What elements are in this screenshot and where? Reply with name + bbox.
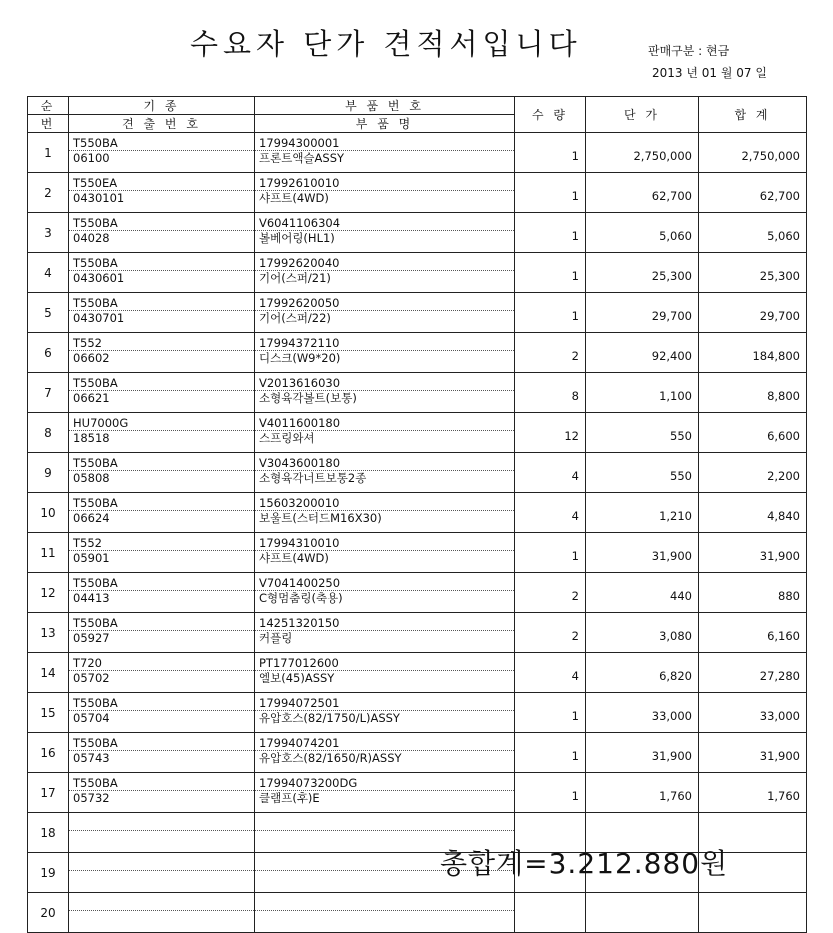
table-row	[28, 773, 807, 813]
amount: 31,900	[699, 533, 807, 573]
sale-type: 판매구분 : 현금	[648, 44, 730, 58]
model-cell	[69, 453, 255, 493]
order-number: 05704	[73, 711, 110, 725]
part-number: PT177012600	[255, 656, 514, 671]
part-cell	[255, 133, 515, 173]
row-number: 11	[28, 533, 69, 573]
part-name: 소형육각너트보통2종	[259, 471, 367, 485]
part-name: 엘보(45)ASSY	[259, 671, 335, 685]
row-number: 20	[28, 893, 69, 933]
model-cell	[69, 573, 255, 613]
amount: 25,300	[699, 253, 807, 293]
model-cell	[69, 893, 255, 933]
unit-price: 29,700	[586, 293, 699, 333]
order-number: 06624	[73, 511, 110, 525]
part-name: 유압호스(82/1750/L)ASSY	[259, 711, 400, 725]
quantity: 2	[515, 613, 586, 653]
row-number: 19	[28, 853, 69, 893]
order-number	[69, 871, 254, 885]
row-number: 12	[28, 573, 69, 613]
table-row	[28, 533, 807, 573]
model-cell	[69, 813, 255, 853]
part-number: 17994073200DG	[255, 776, 514, 791]
header-qty: 수 량	[515, 97, 586, 133]
part-cell	[255, 893, 515, 933]
part-number: 14251320150	[255, 616, 514, 631]
model-cell	[69, 133, 255, 173]
part-cell	[255, 693, 515, 733]
row-number: 13	[28, 613, 69, 653]
quantity: 1	[515, 213, 586, 253]
document-title: 수요자 단가 견적서입니다	[190, 27, 582, 61]
model-cell	[69, 413, 255, 453]
table-row	[28, 653, 807, 693]
quantity: 8	[515, 373, 586, 413]
part-name: 스프링와셔	[259, 431, 315, 445]
part-number: V4011600180	[255, 416, 514, 431]
part-number	[255, 816, 514, 831]
unit-price: 25,300	[586, 253, 699, 293]
row-number: 16	[28, 733, 69, 773]
row-number: 15	[28, 693, 69, 733]
unit-price: 6,820	[586, 653, 699, 693]
order-number: 05808	[73, 471, 110, 485]
model: T550BA	[69, 736, 254, 751]
part-name: 샤프트(4WD)	[259, 551, 329, 565]
quantity: 1	[515, 173, 586, 213]
amount: 31,900	[699, 733, 807, 773]
quantity: 4	[515, 493, 586, 533]
model: T550BA	[69, 376, 254, 391]
header-amount: 합 계	[699, 97, 807, 133]
order-number: 0430701	[73, 311, 125, 325]
model: T550BA	[69, 256, 254, 271]
amount: 5,060	[699, 213, 807, 253]
table-row	[28, 173, 807, 213]
model-cell	[69, 533, 255, 573]
model	[69, 896, 254, 911]
row-number: 5	[28, 293, 69, 333]
part-cell	[255, 253, 515, 293]
table-row	[28, 613, 807, 653]
part-cell	[255, 293, 515, 333]
model-cell	[69, 373, 255, 413]
unit-price: 31,900	[586, 533, 699, 573]
table-row	[28, 373, 807, 413]
table-header	[28, 97, 807, 133]
model: T550BA	[69, 456, 254, 471]
quote-table	[27, 96, 807, 933]
unit-price: 5,060	[586, 213, 699, 253]
unit-price: 33,000	[586, 693, 699, 733]
part-name: 유압호스(82/1650/R)ASSY	[259, 751, 402, 765]
order-number: 18518	[73, 431, 110, 445]
table-row	[28, 133, 807, 173]
row-number: 17	[28, 773, 69, 813]
part-cell	[255, 773, 515, 813]
part-number: 17992610010	[255, 176, 514, 191]
unit-price: 440	[586, 573, 699, 613]
model: T552	[69, 336, 254, 351]
header-order-no: 견 출 번 호	[69, 115, 255, 133]
model-cell	[69, 333, 255, 373]
part-name: 프론트액슬ASSY	[259, 151, 345, 165]
part-name: 커플링	[259, 631, 293, 645]
part-number: 15603200010	[255, 496, 514, 511]
row-number: 7	[28, 373, 69, 413]
quantity: 1	[515, 773, 586, 813]
model: T550BA	[69, 136, 254, 151]
amount: 27,280	[699, 653, 807, 693]
part-cell	[255, 213, 515, 253]
row-number: 9	[28, 453, 69, 493]
model-cell	[69, 653, 255, 693]
model-cell	[69, 733, 255, 773]
model: T550BA	[69, 576, 254, 591]
model-cell	[69, 293, 255, 333]
unit-price: 1,210	[586, 493, 699, 533]
header-no-bottom: 번	[28, 115, 69, 133]
order-number: 05927	[73, 631, 110, 645]
quantity: 2	[515, 573, 586, 613]
table-body	[28, 133, 807, 933]
part-cell	[255, 493, 515, 533]
document-date: 2013 년 01 월 07 일	[652, 66, 767, 80]
row-number: 18	[28, 813, 69, 853]
quantity: 4	[515, 653, 586, 693]
row-number: 3	[28, 213, 69, 253]
part-cell	[255, 453, 515, 493]
table-row	[28, 213, 807, 253]
model-cell	[69, 773, 255, 813]
order-number: 06100	[73, 151, 110, 165]
unit-price: 3,080	[586, 613, 699, 653]
table-row	[28, 493, 807, 533]
quantity: 1	[515, 293, 586, 333]
part-number: 17994372110	[255, 336, 514, 351]
quantity: 12	[515, 413, 586, 453]
order-number: 0430601	[73, 271, 125, 285]
part-number: 17992620050	[255, 296, 514, 311]
header-part-name: 부 품 명	[255, 115, 515, 133]
part-name: 기어(스퍼/22)	[259, 311, 331, 325]
order-number: 06602	[73, 351, 110, 365]
table-row	[28, 253, 807, 293]
amount: 6,600	[699, 413, 807, 453]
order-number: 05702	[73, 671, 110, 685]
order-number: 04028	[73, 231, 110, 245]
order-number	[69, 911, 254, 925]
row-number: 14	[28, 653, 69, 693]
table-row	[28, 733, 807, 773]
model: T552	[69, 536, 254, 551]
order-number: 05743	[73, 751, 110, 765]
quantity: 1	[515, 133, 586, 173]
row-number: 10	[28, 493, 69, 533]
table-row	[28, 293, 807, 333]
part-number: V3043600180	[255, 456, 514, 471]
order-number: 06621	[73, 391, 110, 405]
unit-price: 31,900	[586, 733, 699, 773]
part-cell	[255, 653, 515, 693]
model	[69, 856, 254, 871]
model-cell	[69, 213, 255, 253]
unit-price	[586, 893, 699, 933]
model: T550EA	[69, 176, 254, 191]
header-part-no: 부 품 번 호	[255, 97, 515, 115]
amount: 62,700	[699, 173, 807, 213]
table-row	[28, 453, 807, 493]
model	[69, 816, 254, 831]
part-name: 디스크(W9*20)	[259, 351, 341, 365]
quantity: 1	[515, 693, 586, 733]
part-name: 샤프트(4WD)	[259, 191, 329, 205]
amount	[699, 893, 807, 933]
amount: 880	[699, 573, 807, 613]
quantity: 1	[515, 253, 586, 293]
part-number: 17992620040	[255, 256, 514, 271]
table-row	[28, 333, 807, 373]
quantity: 1	[515, 733, 586, 773]
order-number: 0430101	[73, 191, 125, 205]
row-number: 6	[28, 333, 69, 373]
order-number: 05901	[73, 551, 110, 565]
unit-price: 2,750,000	[586, 133, 699, 173]
part-cell	[255, 413, 515, 453]
amount: 2,750,000	[699, 133, 807, 173]
part-name: 클램프(후)E	[259, 791, 320, 805]
amount: 184,800	[699, 333, 807, 373]
model-cell	[69, 693, 255, 733]
part-number	[255, 896, 514, 911]
unit-price: 92,400	[586, 333, 699, 373]
part-number: V6041106304	[255, 216, 514, 231]
amount: 2,200	[699, 453, 807, 493]
part-name	[255, 911, 514, 925]
quantity: 4	[515, 453, 586, 493]
order-number	[69, 831, 254, 845]
part-cell	[255, 373, 515, 413]
model-cell	[69, 253, 255, 293]
amount: 33,000	[699, 693, 807, 733]
part-name: 기어(스퍼/21)	[259, 271, 331, 285]
unit-price: 62,700	[586, 173, 699, 213]
part-cell	[255, 573, 515, 613]
header-model: 기 종	[69, 97, 255, 115]
part-number: V2013616030	[255, 376, 514, 391]
model-cell	[69, 853, 255, 893]
part-number: 17994310010	[255, 536, 514, 551]
part-cell	[255, 733, 515, 773]
model: T550BA	[69, 296, 254, 311]
row-number: 4	[28, 253, 69, 293]
model-cell	[69, 173, 255, 213]
unit-price: 1,100	[586, 373, 699, 413]
model: T550BA	[69, 496, 254, 511]
amount: 4,840	[699, 493, 807, 533]
row-number: 2	[28, 173, 69, 213]
model: T720	[69, 656, 254, 671]
table-row	[28, 573, 807, 613]
part-number: 17994300001	[255, 136, 514, 151]
order-number: 04413	[73, 591, 110, 605]
unit-price: 550	[586, 413, 699, 453]
model: T550BA	[69, 696, 254, 711]
model: HU7000G	[69, 416, 254, 431]
part-number: 17994074201	[255, 736, 514, 751]
part-name: 보울트(스터드M16X30)	[259, 511, 382, 525]
part-cell	[255, 613, 515, 653]
order-number: 05732	[73, 791, 110, 805]
header-no-top: 순	[28, 97, 69, 115]
quantity: 1	[515, 533, 586, 573]
part-name: C형멈춤링(축용)	[259, 591, 343, 605]
quantity	[515, 893, 586, 933]
table-row	[28, 693, 807, 733]
row-number: 8	[28, 413, 69, 453]
quantity: 2	[515, 333, 586, 373]
part-cell	[255, 533, 515, 573]
table-row	[28, 893, 807, 933]
amount: 6,160	[699, 613, 807, 653]
model: T550BA	[69, 616, 254, 631]
amount: 29,700	[699, 293, 807, 333]
model: T550BA	[69, 216, 254, 231]
part-cell	[255, 333, 515, 373]
amount: 8,800	[699, 373, 807, 413]
grand-total: 총합계=3.212.880원	[440, 847, 729, 880]
part-number: V7041400250	[255, 576, 514, 591]
part-cell	[255, 173, 515, 213]
unit-price: 1,760	[586, 773, 699, 813]
model-cell	[69, 493, 255, 533]
row-number: 1	[28, 133, 69, 173]
part-name: 볼베어링(HL1)	[259, 231, 335, 245]
header-unit-price: 단 가	[586, 97, 699, 133]
part-name: 소형육각볼트(보통)	[259, 391, 357, 405]
part-number: 17994072501	[255, 696, 514, 711]
table-row	[28, 413, 807, 453]
unit-price: 550	[586, 453, 699, 493]
model: T550BA	[69, 776, 254, 791]
amount: 1,760	[699, 773, 807, 813]
model-cell	[69, 613, 255, 653]
